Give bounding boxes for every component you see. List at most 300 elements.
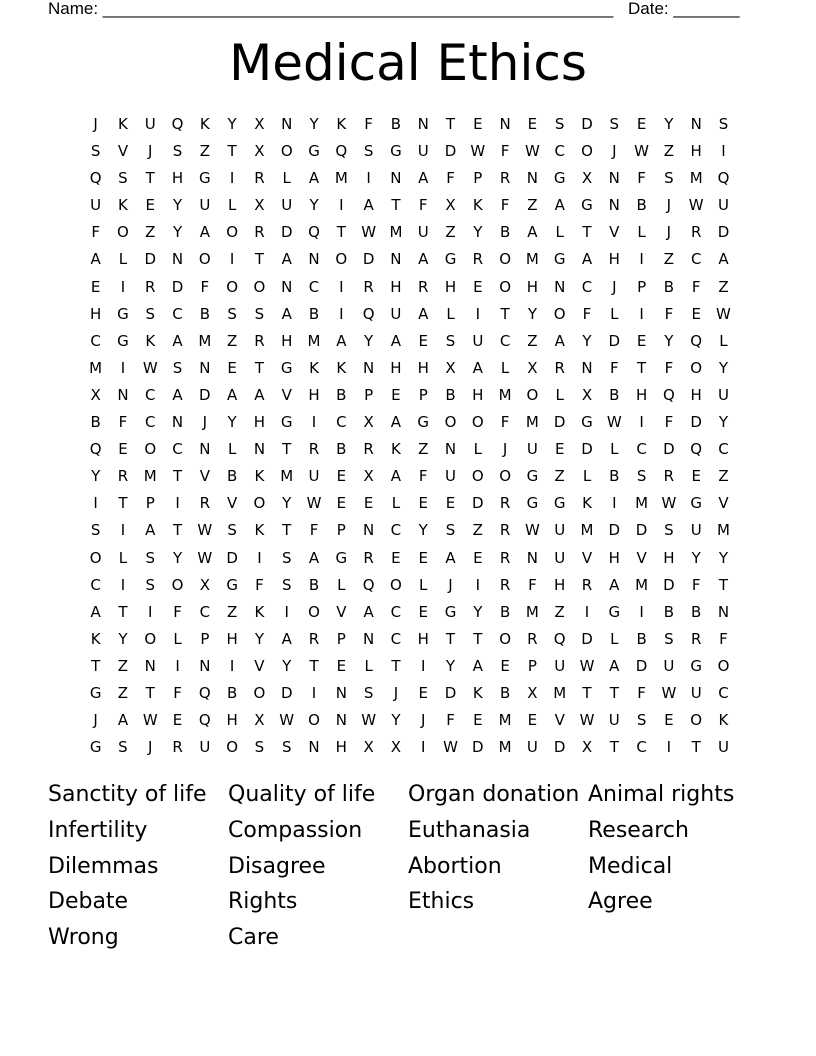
grid-letter: A — [281, 629, 292, 648]
grid-letter: I — [229, 250, 235, 269]
grid-letter: W — [579, 711, 595, 730]
grid-letter: L — [555, 223, 564, 242]
grid-letter: G — [444, 250, 457, 269]
grid-letter: I — [584, 602, 590, 621]
grid-letter: W — [142, 711, 158, 730]
grid-letter: U — [308, 467, 320, 486]
grid-letter: A — [554, 196, 565, 215]
grid-row — [82, 599, 737, 626]
grid-letter: T — [282, 440, 292, 459]
grid-letter: Y — [254, 629, 265, 648]
grid-letter: B — [499, 223, 511, 242]
grid-letter: L — [364, 656, 373, 675]
grid-letter: C — [90, 331, 101, 350]
grid-letter: N — [199, 656, 211, 675]
grid-letter: W — [470, 142, 486, 161]
grid-letter: G — [89, 738, 102, 757]
grid-letter: W — [606, 413, 622, 432]
grid-letter: H — [635, 385, 648, 404]
grid-letter: J — [93, 115, 98, 133]
grid-letter: H — [90, 304, 102, 323]
grid-letter: Y — [172, 223, 183, 242]
grid-letter: R — [363, 277, 374, 296]
grid-letter: F — [500, 196, 510, 215]
grid-letter: D — [581, 440, 593, 459]
grid-row — [82, 274, 737, 301]
grid-letter: E — [418, 548, 428, 567]
grid-letter: C — [636, 440, 647, 459]
grid-letter: Q — [335, 142, 348, 161]
grid-letter: D — [663, 575, 675, 594]
grid-letter: F — [528, 575, 537, 594]
grid-letter: G — [444, 602, 457, 621]
grid-row — [82, 355, 737, 382]
grid-letter: Y — [309, 115, 319, 133]
grid-letter: Y — [172, 548, 183, 567]
date-field-label: Date: _______ — [628, 0, 740, 18]
grid-letter: L — [419, 575, 428, 594]
grid-letter: U — [417, 223, 429, 242]
grid-letter: H — [526, 277, 539, 296]
grid-letter: S — [363, 142, 374, 161]
grid-letter: N — [499, 115, 511, 133]
grid-letter: W — [716, 304, 731, 323]
grid-letter: G — [117, 304, 129, 323]
grid-letter: H — [663, 548, 675, 567]
grid-letter: Y — [282, 494, 292, 513]
grid-letter: E — [118, 440, 128, 459]
page-title: Medical Ethics — [229, 34, 587, 92]
grid-letter: N — [281, 115, 293, 133]
grid-letter: F — [118, 413, 128, 432]
grid-letter: Z — [117, 683, 129, 702]
grid-letter: I — [420, 656, 426, 675]
name-field-label: Name: ______________________________________________________ — [48, 0, 614, 18]
grid-letter: A — [418, 304, 429, 323]
grid-letter: I — [639, 602, 644, 621]
grid-letter: E — [336, 467, 347, 486]
grid-letter: A — [281, 304, 292, 323]
grid-letter: B — [663, 277, 675, 296]
grid-letter: O — [690, 711, 703, 730]
grid-letter: O — [444, 413, 457, 432]
grid-letter: D — [472, 738, 484, 757]
grid-letter: P — [637, 277, 647, 296]
grid-letter: R — [254, 169, 265, 188]
grid-letter: C — [690, 250, 702, 269]
grid-letter: Z — [554, 602, 565, 621]
word-bank-item: Organ donation — [408, 782, 580, 807]
grid-letter: S — [664, 521, 674, 540]
grid-letter: T — [91, 656, 101, 675]
grid-letter: S — [145, 548, 155, 567]
grid-letter: I — [639, 250, 644, 269]
grid-letter: I — [612, 494, 617, 513]
grid-letter: J — [612, 142, 617, 161]
grid-letter: E — [227, 358, 237, 377]
grid-letter: R — [499, 521, 511, 540]
grid-letter: U — [554, 548, 566, 567]
grid-letter: L — [610, 440, 619, 459]
grid-letter: F — [309, 521, 319, 540]
grid-letter: C — [390, 602, 402, 621]
grid-letter: Z — [226, 331, 238, 350]
grid-letter: P — [473, 169, 483, 188]
grid-row — [82, 436, 737, 463]
grid-letter: H — [308, 385, 320, 404]
grid-letter: E — [418, 683, 428, 702]
grid-letter: T — [582, 223, 592, 242]
grid-letter: Z — [718, 467, 729, 486]
grid-letter: V — [554, 711, 565, 730]
grid-letter: W — [661, 494, 677, 513]
grid-row — [82, 490, 737, 517]
grid-letter: L — [118, 250, 128, 269]
grid-letter: C — [172, 440, 183, 459]
grid-letter: L — [500, 358, 510, 377]
grid-letter: I — [120, 575, 126, 594]
grid-letter: H — [608, 250, 620, 269]
grid-letter: F — [500, 413, 510, 432]
grid-letter: B — [226, 683, 238, 702]
grid-letter: C — [390, 521, 402, 540]
grid-letter: U — [472, 331, 484, 350]
grid-letter: Z — [554, 467, 565, 486]
grid-letter: N — [554, 277, 566, 296]
grid-letter: W — [443, 738, 458, 757]
grid-letter: O — [526, 385, 539, 404]
grid-letter: T — [336, 223, 346, 242]
grid-letter: A — [390, 467, 402, 486]
grid-letter: O — [171, 575, 184, 594]
grid-letter: G — [199, 169, 211, 188]
grid-letter: Y — [418, 521, 428, 540]
grid-letter: B — [691, 602, 702, 621]
grid-letter: J — [148, 738, 153, 757]
grid-letter: A — [581, 250, 593, 269]
grid-letter: L — [337, 575, 346, 594]
grid-letter: Y — [391, 711, 401, 730]
grid-letter: H — [417, 358, 429, 377]
grid-letter: V — [227, 494, 238, 513]
grid-letter: G — [335, 548, 348, 567]
grid-letter: O — [553, 304, 566, 323]
grid-letter: C — [390, 629, 402, 648]
grid-letter: D — [690, 413, 702, 432]
grid-letter: T — [445, 629, 456, 648]
grid-letter: Q — [690, 331, 703, 350]
grid-letter: N — [117, 385, 129, 404]
grid-letter: X — [254, 711, 265, 730]
grid-letter: R — [499, 169, 511, 188]
grid-row — [82, 734, 737, 761]
grid-letter: B — [336, 385, 347, 404]
grid-letter: K — [472, 683, 483, 702]
grid-letter: I — [175, 494, 180, 513]
grid-letter: Q — [362, 304, 375, 323]
grid-letter: O — [198, 250, 211, 269]
grid-letter: Y — [718, 358, 729, 377]
grid-letter: W — [579, 656, 595, 675]
grid-letter: O — [280, 142, 293, 161]
grid-letter: K — [582, 494, 592, 513]
grid-letter: U — [690, 683, 702, 702]
grid-letter: A — [254, 385, 265, 404]
grid-letter: Q — [171, 115, 184, 133]
grid-letter: O — [499, 629, 511, 648]
grid-letter: Z — [663, 250, 675, 269]
grid-letter: F — [446, 711, 455, 730]
grid-letter: A — [363, 602, 374, 621]
grid-letter: I — [120, 277, 126, 296]
grid-letter: I — [475, 304, 481, 323]
grid-letter: F — [91, 223, 100, 242]
grid-letter: C — [199, 602, 211, 621]
grid-letter: J — [502, 440, 508, 459]
grid-letter: E — [691, 304, 701, 323]
grid-letter: H — [608, 548, 620, 567]
grid-letter: L — [391, 494, 401, 513]
grid-letter: S — [281, 738, 292, 757]
grid-letter: Y — [172, 196, 183, 215]
grid-letter: F — [637, 683, 646, 702]
grid-letter: U — [690, 521, 702, 540]
grid-letter: U — [526, 738, 538, 757]
grid-letter: R — [145, 277, 156, 296]
grid-letter: D — [553, 738, 566, 757]
grid-letter: R — [472, 250, 484, 269]
word-bank-item: Animal rights — [588, 782, 735, 807]
grid-letter: D — [171, 277, 184, 296]
grid-letter: G — [553, 494, 566, 513]
grid-letter: B — [663, 602, 675, 621]
grid-letter: U — [445, 467, 456, 486]
grid-letter: B — [609, 385, 620, 404]
grid-letter: T — [145, 683, 155, 702]
word-bank-item: Abortion — [408, 853, 502, 879]
grid-letter: B — [390, 115, 402, 133]
grid-letter: J — [393, 683, 399, 702]
grid-letter: G — [280, 413, 293, 432]
grid-letter: E — [418, 494, 428, 513]
grid-letter: Z — [199, 142, 210, 161]
grid-letter: F — [173, 602, 182, 621]
grid-letter: Y — [718, 413, 729, 432]
grid-letter: O — [144, 629, 157, 648]
grid-letter: R — [254, 331, 265, 350]
grid-letter: E — [336, 656, 347, 675]
grid-letter: U — [281, 196, 293, 215]
grid-letter: A — [609, 656, 620, 675]
grid-letter: U — [199, 196, 211, 215]
grid-letter: G — [526, 467, 539, 486]
grid-letter: Q — [198, 683, 211, 702]
grid-letter: A — [145, 521, 156, 540]
grid-letter: O — [226, 738, 239, 757]
grid-letter: R — [363, 440, 374, 459]
grid-letter: W — [634, 142, 649, 161]
grid-letter: X — [199, 575, 210, 594]
grid-letter: J — [93, 711, 98, 730]
grid-letter: S — [254, 738, 265, 757]
grid-letter: H — [690, 142, 702, 161]
word-bank-item: Euthanasia — [408, 817, 531, 843]
grid-letter: R — [117, 467, 129, 486]
grid-letter: H — [690, 385, 702, 404]
grid-letter: X — [390, 738, 402, 757]
grid-letter: I — [475, 575, 481, 594]
grid-letter: E — [145, 196, 155, 215]
grid-letter: Q — [362, 575, 375, 594]
grid-letter: S — [172, 358, 183, 377]
grid-letter: G — [690, 494, 702, 513]
grid-letter: S — [636, 711, 647, 730]
grid-letter: K — [118, 115, 128, 133]
grid-letter: I — [721, 142, 726, 161]
grid-letter: Q — [198, 711, 211, 730]
grid-letter: Y — [309, 196, 319, 215]
grid-letter: J — [202, 413, 208, 432]
grid-letter: Z — [226, 602, 238, 621]
grid-letter: O — [581, 142, 593, 161]
grid-letter: E — [336, 494, 347, 513]
grid-letter: Y — [227, 115, 237, 133]
grid-letter: L — [610, 629, 619, 648]
grid-letter: O — [89, 548, 102, 567]
grid-letter: A — [718, 250, 729, 269]
grid-letter: R — [554, 358, 565, 377]
grid-letter: N — [335, 711, 347, 730]
grid-letter: Y — [364, 331, 374, 350]
grid-letter: R — [690, 223, 702, 242]
grid-letter: R — [254, 223, 265, 242]
grid-letter: S — [363, 683, 374, 702]
grid-letter: G — [581, 413, 593, 432]
grid-letter: N — [199, 440, 211, 459]
word-bank-item: Ethics — [408, 889, 475, 915]
grid-letter: L — [555, 385, 564, 404]
grid-letter: G — [89, 683, 102, 702]
grid-letter: E — [691, 467, 701, 486]
grid-letter: I — [339, 277, 344, 296]
grid-letter: N — [390, 250, 402, 269]
grid-letter: L — [446, 304, 455, 323]
grid-letter: Y — [473, 223, 483, 242]
grid-row — [82, 680, 737, 707]
grid-letter: S — [636, 467, 647, 486]
grid-letter: B — [609, 467, 620, 486]
grid-letter: M — [198, 331, 212, 350]
grid-letter: E — [445, 494, 456, 513]
grid-row — [82, 328, 737, 355]
letter-grid — [82, 111, 737, 761]
grid-letter: V — [609, 223, 620, 242]
grid-letter: G — [526, 494, 539, 513]
grid-letter: H — [390, 277, 402, 296]
grid-letter: W — [661, 683, 677, 702]
grid-letter: M — [498, 711, 512, 730]
grid-letter: E — [473, 115, 483, 133]
grid-letter: N — [526, 169, 539, 188]
grid-letter: Z — [145, 223, 156, 242]
grid-letter: B — [636, 629, 647, 648]
grid-letter: F — [200, 277, 210, 296]
grid-letter: A — [527, 223, 538, 242]
grid-letter: D — [226, 548, 238, 567]
grid-letter: X — [527, 683, 538, 702]
grid-letter: R — [499, 494, 511, 513]
grid-letter: Y — [91, 467, 101, 486]
grid-letter: D — [635, 521, 648, 540]
grid-letter: A — [308, 548, 320, 567]
grid-letter: V — [336, 602, 347, 621]
grid-letter: O — [226, 277, 239, 296]
grid-letter: U — [554, 656, 566, 675]
grid-row — [82, 219, 737, 246]
grid-row — [82, 626, 737, 653]
grid-letter: R — [172, 738, 183, 757]
grid-letter: T — [391, 196, 401, 215]
grid-letter: X — [581, 385, 593, 404]
grid-letter: A — [308, 169, 320, 188]
grid-letter: E — [90, 277, 101, 296]
grid-letter: Q — [662, 385, 675, 404]
grid-letter: W — [197, 548, 213, 567]
grid-letter: R — [417, 277, 429, 296]
grid-letter: K — [118, 196, 128, 215]
grid-letter: R — [308, 629, 320, 648]
grid-letter: E — [636, 115, 647, 133]
grid-letter: M — [717, 521, 730, 540]
grid-letter: Y — [445, 656, 456, 675]
grid-letter: M — [635, 575, 649, 594]
grid-letter: Z — [445, 223, 456, 242]
grid-letter: S — [554, 115, 565, 133]
grid-letter: T — [145, 169, 155, 188]
grid-letter: A — [445, 548, 456, 567]
grid-letter: S — [227, 521, 237, 540]
grid-letter: P — [336, 521, 346, 540]
grid-letter: S — [664, 629, 674, 648]
grid-letter: M — [334, 169, 348, 188]
grid-letter: B — [336, 440, 347, 459]
grid-letter: R — [527, 629, 538, 648]
grid-letter: R — [663, 467, 675, 486]
grid-letter: F — [719, 629, 728, 648]
grid-letter: B — [90, 413, 101, 432]
grid-letter: F — [609, 358, 619, 377]
grid-letter: E — [636, 331, 647, 350]
grid-letter: F — [446, 169, 455, 188]
grid-letter: W — [361, 711, 377, 730]
grid-letter: C — [718, 683, 729, 702]
grid-row — [82, 165, 737, 192]
grid-letter: N — [526, 548, 539, 567]
grid-letter: K — [199, 115, 210, 133]
grid-letter: F — [691, 277, 701, 296]
grid-letter: A — [90, 250, 101, 269]
grid-letter: O — [335, 250, 348, 269]
grid-letter: F — [637, 169, 646, 188]
grid-letter: D — [144, 250, 157, 269]
grid-letter: Q — [89, 440, 102, 459]
grid-letter: M — [143, 467, 157, 486]
grid-row — [82, 517, 737, 544]
grid-row — [82, 111, 737, 138]
grid-letter: T — [172, 521, 183, 540]
grid-letter: C — [145, 413, 156, 432]
grid-letter: C — [554, 142, 565, 161]
